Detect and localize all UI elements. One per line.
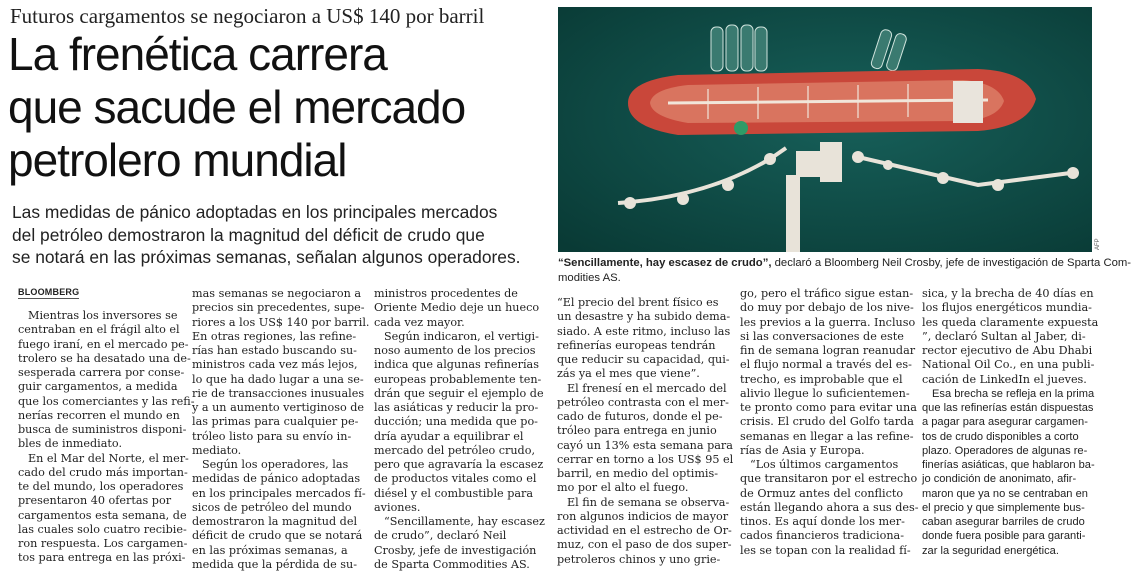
body-text-line: medidas de pánico adoptadas <box>192 472 361 486</box>
body-text-line: tos de crudo disponibles a corto <box>922 430 1079 443</box>
body-text-line: guir cargamentos, a medida <box>18 380 178 394</box>
body-text-line: ”, declaró Sultan al Jaber, di- <box>922 329 1086 343</box>
body-text-line: de crudo”, declaró Neil <box>374 529 507 543</box>
headline-line: La frenética carrera <box>8 28 387 80</box>
body-text-line: que transitaron por el estrecho <box>740 472 918 486</box>
body-text-line: están llegando ahora a sus des- <box>740 500 919 514</box>
body-text-line: que reducir su capacidad, qui- <box>557 353 730 366</box>
body-text-line: les previos a la guerra. Incluso <box>740 315 916 329</box>
body-text-line: “El precio del brent físico es <box>557 296 719 309</box>
source-label: BLOOMBERG <box>18 287 80 297</box>
body-text-line: bles de inmediato. <box>18 437 123 451</box>
body-text-line: cayó un 13% esta semana para <box>557 438 733 452</box>
body-text-line: tos para entrega en las próxi- <box>18 551 186 565</box>
body-text-line: refinerías europeas tendrán <box>557 338 716 352</box>
body-text-line: ministros cada vez más lejos, <box>192 358 358 372</box>
headline-line: que sacude el mercado <box>8 81 466 133</box>
body-text-line: mo por el alto el fuego. <box>557 481 689 495</box>
body-text-line: mediato. <box>192 443 242 457</box>
body-text-line: el flujo normal a través del es- <box>740 358 912 372</box>
body-text-line: En el Mar del Norte, el mer- <box>28 451 189 465</box>
body-column-5 <box>740 287 919 558</box>
body-text-line: les se topan con la realidad fí- <box>740 543 911 557</box>
body-text-line: cado de futuros, donde el pe- <box>557 410 723 423</box>
body-text-line: a pagar para asegurar cargamen- <box>922 416 1088 429</box>
body-text-line: El frenesí en el mercado del <box>567 381 727 395</box>
body-text-line: las cuales solo cuatro recibie- <box>18 522 187 536</box>
body-text-line: jo condición de anonimato, afir- <box>922 473 1077 486</box>
body-text-line: drán que seguir el ejemplo de <box>374 386 544 400</box>
body-text-line: que las refinerías están dispuestas <box>922 402 1094 414</box>
body-text-line: nerías recorren el mundo en <box>18 408 180 422</box>
dek-line: del petróleo demostraron la magnitud del déficit de crudo que <box>12 224 485 245</box>
photo-credit: AFP <box>1095 238 1101 250</box>
body-text-line: plazo. Operadores de algunas re- <box>922 444 1088 457</box>
body-text-line: caban asegurar barriles de crudo <box>922 516 1085 528</box>
body-text-line: busca de suministros disponi- <box>18 423 187 436</box>
body-text-line: te del mundo, los operadores <box>18 480 184 493</box>
body-text-line: ron respuesta. Los cargamen- <box>18 537 188 550</box>
caption-text: declaró a Bloomberg Neil Crosby, jefe de investigación de Sparta Com- <box>771 257 1131 269</box>
body-text-line: do muy por debajo de los nive- <box>740 301 914 315</box>
body-text-line: ducción; una medida que po- <box>374 415 538 429</box>
body-text-line: rías de Asia y Europa. <box>740 443 865 457</box>
body-text-line: actividad en el estrecho de Or- <box>557 524 732 537</box>
body-text-line: zar la seguridad energética. <box>922 544 1059 557</box>
body-text-line: zás ya el mes que viene”. <box>557 367 700 381</box>
body-text-line: tróleo para entrega en junio <box>557 424 717 438</box>
body-column-3 <box>374 287 548 572</box>
body-text-line: mas semanas se negociaron a <box>192 287 362 300</box>
body-text-line: crisis. El crudo del Golfo tarda <box>740 415 914 429</box>
body-text-line: “Los últimos cargamentos <box>750 458 899 471</box>
body-text-line: sicos de petróleo del mundo <box>192 500 352 514</box>
body-text-line: siado. A este ritmo, incluso las <box>557 324 731 338</box>
body-text-line: en las próximas semanas, a <box>192 543 348 557</box>
body-text-line: “Sencillamente, hay escasez <box>384 515 545 528</box>
caption-quote: “Sencillamente, hay escasez de crudo”, <box>558 257 772 269</box>
caption-text: modities AS. <box>558 272 621 284</box>
body-text-line: cada vez mayor. <box>374 315 465 329</box>
body-text-line: cados financieros tradiciona- <box>740 529 905 543</box>
body-text-line: noso aumento de los precios <box>374 344 536 357</box>
body-text-line: cación de LinkedIn el jueves. <box>922 372 1087 386</box>
body-text-line: demostraron la magnitud del <box>192 515 358 528</box>
kicker: Futuros cargamentos se negociaron a US$ 140 por barril <box>10 4 485 28</box>
body-column-2 <box>192 287 370 572</box>
body-text-line: tinos. Es aquí donde los mer- <box>740 515 905 528</box>
body-text-line: riores a los US$ 140 por barril. <box>192 315 370 329</box>
body-text-line: semanas en llegar a las refine- <box>740 429 914 443</box>
body-text-line: alivio llegue lo suficientemen- <box>740 386 910 400</box>
body-text-line: si las conversaciones de este <box>740 329 904 343</box>
body-text-line: los flujos energéticos mundia- <box>922 301 1092 315</box>
body-text-line: centraban en el frágil alto el <box>18 323 180 337</box>
dek <box>12 201 550 269</box>
body-text-line: aviones. <box>374 500 421 514</box>
body-text-line: trolero se ha desatado una de- <box>18 351 191 365</box>
dek-line: se notará en las próximas semanas, señalan algunos operadores. <box>12 247 521 267</box>
caption-line <box>558 271 1093 286</box>
body-text-line: cargamentos esta semana, de <box>18 508 187 522</box>
body-text-line: rías han estado buscando su- <box>192 344 357 357</box>
tanker-photo <box>558 7 1092 252</box>
body-text-line: trecho, es improbable que el <box>740 372 903 386</box>
body-text-line: muz, con el paso de dos super- <box>557 538 732 552</box>
tanker-photo-illustration <box>558 7 1092 252</box>
body-text-line: cerrar en torno a los US$ 95 el <box>557 452 734 466</box>
body-column-1 <box>18 309 195 566</box>
body-text-line: Oriente Medio deje un hueco <box>374 301 540 315</box>
body-text-line: sica, y la brecha de 40 días en <box>922 287 1094 300</box>
body-text-line: un desastre y ha subido dema- <box>557 310 731 324</box>
body-text-line: precios sin precedentes, supe- <box>192 301 365 315</box>
body-text-line: petroleros chinos y uno grie- <box>557 552 721 566</box>
body-text-line: déficit de crudo que se notará <box>192 529 363 543</box>
body-text-line: lo que ha dado lugar a una se- <box>192 372 364 386</box>
body-text-line: El fin de semana se observa- <box>567 495 730 509</box>
body-text-line: fin de semana logran reanudar <box>740 344 916 357</box>
body-text-line: barril, en medio del optimis- <box>557 467 719 480</box>
dek-line: Las medidas de pánico adoptadas en los principales mercados <box>12 202 498 222</box>
body-text-line: Según indicaron, el vertigi- <box>384 329 539 343</box>
body-text-line: indica que algunas refinerías <box>374 358 539 372</box>
body-text-line: dría ayudar a equilibrar el <box>374 429 524 443</box>
body-text-line: pero que agravaría la escasez <box>374 458 544 471</box>
body-text-line: te pronto como para evitar una <box>740 401 917 414</box>
body-text-line: donde fuera posible para garanti- <box>922 530 1086 543</box>
body-text-line: maron que ya no se centraban en <box>922 487 1088 500</box>
body-text-line: rector ejecutivo de Abu Dhabi <box>922 344 1093 357</box>
body-column-6 <box>922 287 1098 558</box>
body-text-line: Según los operadores, las <box>202 458 349 471</box>
headline <box>8 28 553 187</box>
body-text-line: Mientras los inversores se <box>28 309 178 322</box>
body-text-line: rie de transacciones inusuales <box>192 386 365 400</box>
body-text-line: de Sparta Commodities AS. <box>374 557 530 571</box>
body-text-line: las primas para cualquier pe- <box>192 415 359 429</box>
body-column-4 <box>557 296 737 567</box>
body-text-line: petróleo contrasta con el mer- <box>557 395 729 409</box>
body-text-line: fuego iraní, en el mercado pe- <box>18 337 189 351</box>
body-text-line: el precio y que simplemente bus- <box>922 501 1085 514</box>
body-text-line: Esa brecha se refleja en la prima <box>932 387 1095 400</box>
body-text-line: En otras regiones, las refine- <box>192 329 357 343</box>
body-text-line: de productos vitales como el <box>374 472 537 486</box>
body-text-line: cado del crudo más importan- <box>18 465 188 479</box>
body-text-line: finerías asiáticas, que hablaron ba- <box>922 459 1095 471</box>
body-text-line: National Oil Co., en una publi- <box>922 358 1095 372</box>
body-text-line: de Ormuz antes del conflicto <box>740 486 904 500</box>
headline-line: petrolero mundial <box>8 134 347 186</box>
body-text-line: go, pero el tráfico sigue estan- <box>740 287 914 300</box>
body-text-line: las asiáticas y reducir la pro- <box>374 401 539 414</box>
body-text-line: diésel y el combustible para <box>374 486 534 500</box>
photo-caption <box>558 256 1131 286</box>
body-text-line: que los comerciantes y las refi- <box>18 394 195 408</box>
caption-line <box>558 256 1131 271</box>
body-text-line: en los principales mercados fí- <box>192 486 366 500</box>
body-text-line: ministros procedentes de <box>374 287 518 300</box>
body-text-line: y a un aumento vertiginoso de <box>192 401 365 414</box>
body-text-line: Crosby, jefe de investigación <box>374 543 537 557</box>
body-text-line: europeas probablemente ten- <box>374 372 542 386</box>
body-text-line: sesperada carrera por conse- <box>18 366 185 379</box>
body-text-line: medida que la pérdida de su- <box>192 557 358 571</box>
body-text-line: presentaron 40 ofertas por <box>18 494 172 508</box>
body-text-line: mercado del petróleo crudo, <box>374 443 536 457</box>
body-text-line: tróleo listo para su envío in- <box>192 429 352 443</box>
body-text-line: les queda claramente expuesta <box>922 315 1099 329</box>
body-text-line: ron algunos indicios de mayor <box>557 509 729 523</box>
